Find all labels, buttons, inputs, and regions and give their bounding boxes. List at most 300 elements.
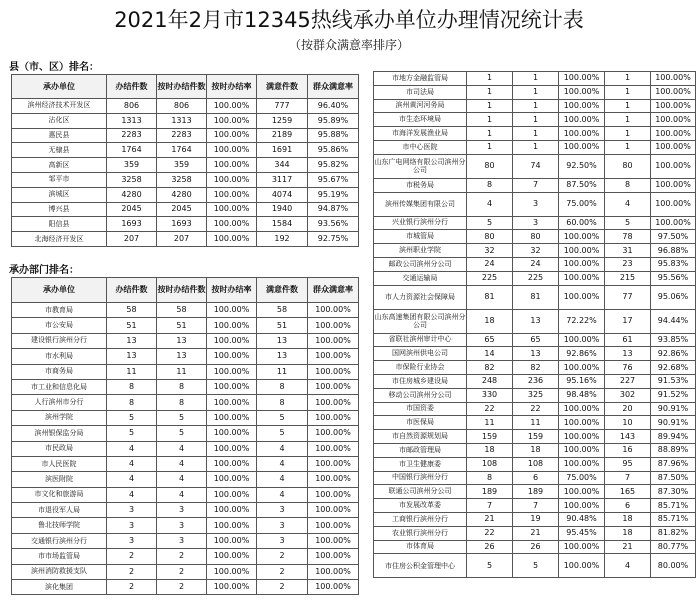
value-cell: 3 (107, 503, 157, 518)
value-cell: 13 (257, 333, 308, 348)
value-cell: 5 (107, 410, 157, 425)
value-cell: 17 (605, 309, 651, 333)
value-cell: 65 (467, 333, 513, 347)
value-cell: 100.00% (559, 257, 605, 271)
value-cell: 95 (605, 457, 651, 471)
value-cell: 5 (467, 554, 513, 578)
value-cell: 100.00% (207, 143, 257, 158)
value-cell: 100.00% (207, 564, 257, 579)
table-row (12, 518, 359, 533)
unit-name-cell: 交通银行滨州分行 (12, 533, 107, 548)
dept-section-label: 承办部门排名： (9, 265, 79, 276)
table-row (12, 303, 359, 318)
table-row (374, 154, 696, 178)
value-cell: 8 (107, 379, 157, 394)
table-row (374, 485, 696, 499)
column-header: 群众满意率 (308, 278, 359, 303)
value-cell: 87.96% (651, 457, 696, 471)
value-cell: 61 (605, 333, 651, 347)
table-row (374, 72, 696, 86)
value-cell: 5 (157, 426, 207, 441)
value-cell: 3 (257, 518, 308, 533)
table-row (12, 333, 359, 348)
table-row (12, 158, 359, 173)
table-row (12, 410, 359, 425)
table-row (12, 580, 359, 595)
value-cell: 11 (107, 364, 157, 379)
value-cell: 87.30% (651, 485, 696, 499)
value-cell: 90.48% (559, 512, 605, 526)
value-cell: 95.16% (559, 374, 605, 388)
value-cell: 100.00% (207, 172, 257, 187)
value-cell: 96.40% (308, 99, 359, 114)
value-cell: 2 (107, 549, 157, 564)
value-cell: 1 (467, 140, 513, 154)
value-cell: 100.00% (207, 128, 257, 143)
value-cell: 58 (107, 303, 157, 318)
value-cell: 26 (467, 540, 513, 554)
value-cell: 100.00% (207, 202, 257, 217)
value-cell: 100.00% (207, 364, 257, 379)
value-cell: 100.00% (308, 533, 359, 548)
unit-name-cell: 市司法局 (374, 85, 467, 99)
value-cell: 93.85% (651, 333, 696, 347)
value-cell: 3 (257, 533, 308, 548)
table-row (374, 230, 696, 244)
dept-ranking-table (11, 277, 359, 595)
value-cell: 100.00% (651, 113, 696, 127)
value-cell: 80 (605, 154, 651, 178)
value-cell: 1313 (157, 113, 207, 128)
value-cell: 58 (157, 303, 207, 318)
value-cell: 100.00% (559, 554, 605, 578)
value-cell: 100.00% (559, 430, 605, 444)
value-cell: 19 (513, 512, 559, 526)
unit-name-cell: 交通运输局 (374, 271, 467, 285)
value-cell: 100.00% (207, 487, 257, 502)
value-cell: 80 (467, 230, 513, 244)
table-row (12, 426, 359, 441)
value-cell: 85.71% (651, 499, 696, 513)
table-row (12, 232, 359, 247)
table-row (12, 187, 359, 202)
value-cell: 100.00% (651, 154, 696, 178)
value-cell: 8 (157, 379, 207, 394)
value-cell: 215 (605, 271, 651, 285)
unit-name-cell: 市生态环境局 (374, 113, 467, 127)
value-cell: 100.00% (308, 349, 359, 364)
table-row (374, 416, 696, 430)
value-cell: 95.56% (651, 271, 696, 285)
value-cell: 2 (257, 549, 308, 564)
table-row (374, 443, 696, 457)
value-cell: 95.67% (308, 172, 359, 187)
value-cell: 3 (257, 503, 308, 518)
value-cell: 26 (513, 540, 559, 554)
table-row (12, 456, 359, 471)
unit-name-cell: 工商银行滨州分行 (374, 512, 467, 526)
table-row (12, 549, 359, 564)
value-cell: 7 (605, 471, 651, 485)
column-header: 按时办结率 (207, 278, 257, 303)
value-cell: 11 (157, 364, 207, 379)
value-cell: 4 (157, 472, 207, 487)
value-cell: 100.00% (207, 426, 257, 441)
value-cell: 4 (107, 456, 157, 471)
column-header: 办结件数 (107, 278, 157, 303)
unit-name-cell: 兴业银行滨州分行 (374, 216, 467, 230)
value-cell: 100.00% (308, 456, 359, 471)
value-cell: 100.00% (559, 333, 605, 347)
value-cell: 1693 (157, 217, 207, 232)
value-cell: 100.00% (559, 244, 605, 258)
value-cell: 100.00% (207, 456, 257, 471)
value-cell: 100.00% (559, 72, 605, 86)
value-cell: 4 (605, 554, 651, 578)
value-cell: 31 (605, 244, 651, 258)
value-cell: 1 (467, 99, 513, 113)
value-cell: 100.00% (559, 485, 605, 499)
value-cell: 11 (467, 416, 513, 430)
county-section-label: 县（市、区）排名： (9, 62, 99, 73)
column-header: 群众满意率 (308, 75, 359, 99)
value-cell: 1 (513, 140, 559, 154)
value-cell: 1 (467, 85, 513, 99)
table-row (374, 554, 696, 578)
table-row (374, 347, 696, 361)
value-cell: 2283 (107, 128, 157, 143)
table-row (374, 361, 696, 375)
value-cell: 5 (107, 426, 157, 441)
value-cell: 225 (467, 271, 513, 285)
value-cell: 51 (157, 318, 207, 333)
value-cell: 2189 (257, 128, 308, 143)
unit-name-cell: 市公安局 (12, 318, 107, 333)
unit-name-cell: 市中心医院 (374, 140, 467, 154)
value-cell: 100.00% (559, 85, 605, 99)
unit-name-cell: 联通公司滨州分公司 (374, 485, 467, 499)
value-cell: 100.00% (308, 580, 359, 595)
value-cell: 189 (513, 485, 559, 499)
table-row (374, 430, 696, 444)
table-row (12, 487, 359, 502)
value-cell: 5 (257, 426, 308, 441)
unit-name-cell: 市卫生健康委 (374, 457, 467, 471)
value-cell: 24 (513, 257, 559, 271)
unit-name-cell: 惠民县 (12, 128, 107, 143)
value-cell: 4 (107, 487, 157, 502)
value-cell: 3 (107, 518, 157, 533)
value-cell: 1 (605, 113, 651, 127)
value-cell: 225 (513, 271, 559, 285)
value-cell: 100.00% (559, 416, 605, 430)
value-cell: 100.00% (559, 99, 605, 113)
table-row (374, 113, 696, 127)
value-cell: 96.88% (651, 244, 696, 258)
value-cell: 87.50% (559, 178, 605, 192)
value-cell: 100.00% (207, 232, 257, 247)
value-cell: 5 (605, 216, 651, 230)
value-cell: 100.00% (651, 85, 696, 99)
value-cell: 8 (467, 178, 513, 192)
value-cell: 11 (257, 364, 308, 379)
table-row (374, 178, 696, 192)
table-row (374, 85, 696, 99)
value-cell: 1 (605, 127, 651, 141)
value-cell: 3258 (157, 172, 207, 187)
table-row (374, 285, 696, 309)
value-cell: 207 (107, 232, 157, 247)
unit-name-cell: 市自然资源规划局 (374, 430, 467, 444)
value-cell: 1 (605, 85, 651, 99)
value-cell: 100.00% (207, 518, 257, 533)
value-cell: 51 (107, 318, 157, 333)
value-cell: 95.19% (308, 187, 359, 202)
value-cell: 1764 (157, 143, 207, 158)
value-cell: 7 (513, 499, 559, 513)
value-cell: 23 (605, 257, 651, 271)
value-cell: 100.00% (207, 187, 257, 202)
value-cell: 1 (513, 99, 559, 113)
value-cell: 1313 (107, 113, 157, 128)
value-cell: 11 (513, 416, 559, 430)
unit-name-cell: 博兴县 (12, 202, 107, 217)
value-cell: 100.00% (207, 472, 257, 487)
value-cell: 1764 (107, 143, 157, 158)
value-cell: 92.68% (651, 361, 696, 375)
value-cell: 7 (513, 178, 559, 192)
unit-name-cell: 市税务局 (374, 178, 467, 192)
unit-name-cell: 国网滨州供电公司 (374, 347, 467, 361)
value-cell: 91.52% (651, 388, 696, 402)
table-row (12, 441, 359, 456)
unit-name-cell: 市邮政管理局 (374, 443, 467, 457)
page-title: 2021年2月市12345热线承办单位办理情况统计表 (114, 8, 584, 32)
value-cell: 100.00% (207, 580, 257, 595)
value-cell: 100.00% (308, 472, 359, 487)
value-cell: 100.00% (559, 443, 605, 457)
value-cell: 100.00% (559, 457, 605, 471)
table-row (374, 309, 696, 333)
unit-name-cell: 市商务局 (12, 364, 107, 379)
unit-name-cell: 市文化和旅游局 (12, 487, 107, 502)
value-cell: 2045 (107, 202, 157, 217)
value-cell: 100.00% (308, 549, 359, 564)
value-cell: 100.00% (651, 140, 696, 154)
unit-name-cell: 滨医附院 (12, 472, 107, 487)
value-cell: 97.50% (651, 230, 696, 244)
table-row (12, 503, 359, 518)
value-cell: 90.91% (651, 402, 696, 416)
unit-name-cell: 滨州经济技术开发区 (12, 99, 107, 114)
value-cell: 75.00% (559, 192, 605, 216)
value-cell: 92.86% (651, 347, 696, 361)
value-cell: 1584 (257, 217, 308, 232)
unit-name-cell: 滨州消防救援支队 (12, 564, 107, 579)
value-cell: 165 (605, 485, 651, 499)
table-row (12, 128, 359, 143)
value-cell: 5 (157, 410, 207, 425)
unit-name-cell: 滨州传媒集团有限公司 (374, 192, 467, 216)
value-cell: 22 (467, 402, 513, 416)
unit-name-cell: 市住房城乡建设局 (374, 374, 467, 388)
value-cell: 100.00% (207, 379, 257, 394)
value-cell: 89.94% (651, 430, 696, 444)
table-row (12, 364, 359, 379)
value-cell: 3258 (107, 172, 157, 187)
value-cell: 13 (605, 347, 651, 361)
value-cell: 85.71% (651, 512, 696, 526)
value-cell: 1 (605, 140, 651, 154)
value-cell: 13 (513, 347, 559, 361)
unit-name-cell: 市住房公积金管理中心 (374, 554, 467, 578)
table-row (12, 217, 359, 232)
value-cell: 100.00% (559, 499, 605, 513)
value-cell: 100.00% (308, 395, 359, 410)
unit-name-cell: 市工业和信息化局 (12, 379, 107, 394)
unit-name-cell: 人行滨州市分行 (12, 395, 107, 410)
column-header: 承办单位 (12, 75, 107, 99)
table-row (12, 395, 359, 410)
value-cell: 100.00% (651, 99, 696, 113)
value-cell: 2 (107, 564, 157, 579)
value-cell: 81.82% (651, 526, 696, 540)
value-cell: 75.00% (559, 471, 605, 485)
table-row (12, 564, 359, 579)
value-cell: 80 (467, 154, 513, 178)
value-cell: 8 (605, 178, 651, 192)
value-cell: 16 (605, 443, 651, 457)
value-cell: 2 (157, 580, 207, 595)
value-cell: 100.00% (559, 361, 605, 375)
value-cell: 777 (257, 99, 308, 114)
value-cell: 108 (513, 457, 559, 471)
value-cell: 100.00% (308, 503, 359, 518)
value-cell: 4 (257, 472, 308, 487)
unit-name-cell: 滨化集团 (12, 580, 107, 595)
unit-name-cell: 市城管局 (374, 230, 467, 244)
value-cell: 88.89% (651, 443, 696, 457)
value-cell: 21 (513, 526, 559, 540)
table-row (374, 457, 696, 471)
value-cell: 13 (107, 333, 157, 348)
value-cell: 100.00% (559, 402, 605, 416)
value-cell: 1 (513, 127, 559, 141)
value-cell: 1 (605, 99, 651, 113)
value-cell: 2283 (157, 128, 207, 143)
value-cell: 100.00% (207, 318, 257, 333)
value-cell: 192 (257, 232, 308, 247)
value-cell: 302 (605, 388, 651, 402)
value-cell: 6 (605, 499, 651, 513)
value-cell: 7 (467, 499, 513, 513)
unit-name-cell: 滨州学院 (12, 410, 107, 425)
page-subtitle: （按群众满意率排序） (288, 38, 409, 52)
value-cell: 344 (257, 158, 308, 173)
table-row (374, 540, 696, 554)
value-cell: 13 (513, 309, 559, 333)
value-cell: 77 (605, 285, 651, 309)
value-cell: 95.82% (308, 158, 359, 173)
value-cell: 100.00% (207, 113, 257, 128)
value-cell: 18 (467, 309, 513, 333)
value-cell: 18 (513, 443, 559, 457)
value-cell: 95.06% (651, 285, 696, 309)
value-cell: 100.00% (207, 503, 257, 518)
column-header: 承办单位 (12, 278, 107, 303)
unit-name-cell: 市医保局 (374, 416, 467, 430)
value-cell: 159 (513, 430, 559, 444)
table-row (12, 379, 359, 394)
value-cell: 95.86% (308, 143, 359, 158)
unit-name-cell: 邮政公司滨州分公司 (374, 257, 467, 271)
value-cell: 13 (107, 349, 157, 364)
unit-name-cell: 山东高速集团有限公司滨州分公司 (374, 309, 467, 333)
value-cell: 100.00% (207, 349, 257, 364)
value-cell: 248 (467, 374, 513, 388)
value-cell: 100.00% (207, 533, 257, 548)
value-cell: 1 (513, 113, 559, 127)
value-cell: 4280 (107, 187, 157, 202)
value-cell: 10 (605, 416, 651, 430)
table-row (374, 526, 696, 540)
value-cell: 82 (467, 361, 513, 375)
value-cell: 82 (513, 361, 559, 375)
value-cell: 359 (107, 158, 157, 173)
value-cell: 94.44% (651, 309, 696, 333)
value-cell: 32 (513, 244, 559, 258)
unit-name-cell: 邹平市 (12, 172, 107, 187)
unit-name-cell: 市地方金融监管局 (374, 72, 467, 86)
value-cell: 100.00% (651, 127, 696, 141)
unit-name-cell: 省联社滨州审计中心 (374, 333, 467, 347)
value-cell: 100.00% (207, 303, 257, 318)
unit-name-cell: 沾化区 (12, 113, 107, 128)
value-cell: 100.00% (308, 564, 359, 579)
value-cell: 98.48% (559, 388, 605, 402)
unit-name-cell: 市人民医院 (12, 456, 107, 471)
value-cell: 189 (467, 485, 513, 499)
value-cell: 4 (157, 487, 207, 502)
table-row (374, 402, 696, 416)
value-cell: 100.00% (207, 549, 257, 564)
value-cell: 100.00% (207, 217, 257, 232)
unit-name-cell: 中国银行滨州分行 (374, 471, 467, 485)
value-cell: 100.00% (207, 410, 257, 425)
value-cell: 93.56% (308, 217, 359, 232)
table-row (12, 202, 359, 217)
unit-name-cell: 移动公司滨州分公司 (374, 388, 467, 402)
value-cell: 4 (257, 456, 308, 471)
table-row (12, 533, 359, 548)
value-cell: 3117 (257, 172, 308, 187)
unit-name-cell: 市海洋发展渔业局 (374, 127, 467, 141)
value-cell: 8 (257, 395, 308, 410)
value-cell: 2 (257, 580, 308, 595)
table-row (12, 99, 359, 114)
value-cell: 95.83% (651, 257, 696, 271)
value-cell: 100.00% (308, 333, 359, 348)
value-cell: 8 (107, 395, 157, 410)
unit-name-cell: 无棣县 (12, 143, 107, 158)
value-cell: 100.00% (559, 230, 605, 244)
value-cell: 100.00% (308, 318, 359, 333)
value-cell: 91.53% (651, 374, 696, 388)
value-cell: 13 (157, 349, 207, 364)
unit-name-cell: 市保险行业协会 (374, 361, 467, 375)
table-row (12, 349, 359, 364)
value-cell: 21 (467, 512, 513, 526)
